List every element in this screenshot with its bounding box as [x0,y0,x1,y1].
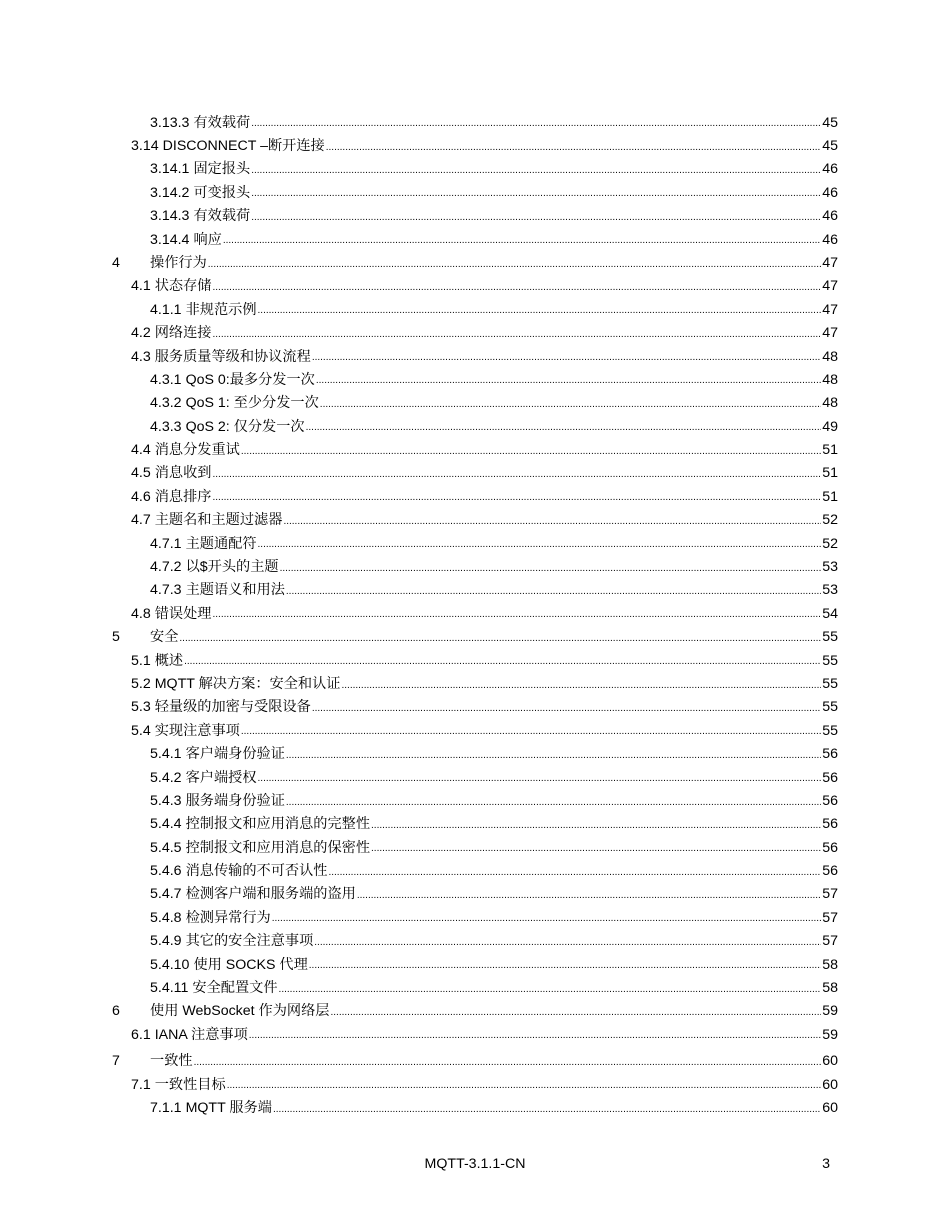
toc-dot-leader [179,632,821,645]
toc-dot-leader [306,421,822,434]
toc-dot-leader [309,959,821,972]
toc-dot-leader [357,889,821,902]
toc-entry-title: 非规范示例 [185,301,257,318]
toc-entry-page: 60 [822,1076,838,1093]
toc-entry[interactable] [0,509,950,532]
toc-entry-number: 4.7 [131,512,151,529]
toc-entry-page: 59 [822,1003,838,1020]
toc-entry-page: 46 [822,161,838,178]
toc-dot-leader [184,655,821,668]
toc-dot-leader [283,515,821,528]
toc-dot-leader [258,304,822,317]
toc-dot-leader [328,866,821,879]
toc-entry-number: 3.14 [131,137,159,154]
toc-entry-title: 错误处理 [154,605,212,622]
toc-dot-leader [241,725,821,738]
toc-dot-leader [213,491,822,504]
toc-dot-leader [251,164,821,177]
toc-entry-title: 状态存储 [154,278,212,295]
toc-entry-number: 4.4 [131,442,151,459]
toc-entry[interactable] [0,134,950,157]
table-of-contents [0,111,950,1120]
toc-entry-title: 固定报头 [193,161,251,178]
toc-entry-number: 7.1.1 [150,1100,182,1116]
toc-entry-number: 4.8 [131,605,151,622]
toc-entry[interactable] [0,111,950,134]
toc-entry[interactable] [0,626,950,649]
toc-dot-leader [251,117,821,130]
toc-dot-leader [326,141,821,154]
toc-entry-number: 5.4.6 [150,863,182,880]
toc-entry-title: 主题通配符 [185,535,257,552]
toc-entry-title: 主题名和主题过滤器 [154,512,283,529]
toc-dot-leader [371,819,821,832]
toc-entry-page: 49 [822,418,838,435]
toc-entry-number: 4.7.3 [150,582,182,599]
toc-entry-title: MQTT 解决方案：安全和认证 [154,675,341,692]
toc-entry-page: 53 [822,559,838,576]
toc-entry-title: 概述 [154,652,184,669]
toc-dot-leader [208,258,821,271]
toc-entry[interactable] [0,766,950,789]
footer-document-title: MQTT-3.1.1-CN [424,1156,526,1172]
toc-dot-leader [241,445,821,458]
toc-dot-leader [279,983,822,996]
toc-entry-page: 47 [822,301,838,318]
toc-entry[interactable] [0,1000,950,1023]
toc-entry[interactable] [0,415,950,438]
toc-entry[interactable] [0,462,950,485]
toc-entry-title: IANA 注意事项 [154,1026,248,1043]
toc-entry-number: 3.14.2 [150,184,190,201]
toc-dot-leader [223,234,821,247]
toc-entry-title: 检测异常行为 [185,909,271,926]
toc-entry-page: 46 [822,208,838,225]
toc-entry[interactable] [0,485,950,508]
toc-entry[interactable] [0,953,950,976]
toc-entry-page: 56 [822,839,838,856]
toc-entry[interactable] [0,251,950,274]
toc-entry-number: 5.4.5 [150,839,182,856]
toc-entry-number: 3.14.1 [150,161,190,178]
toc-entry[interactable] [0,322,950,345]
toc-dot-leader [286,749,821,762]
toc-entry-number: 6 [112,1003,120,1020]
toc-entry-number: 5.4.11 [150,980,189,997]
toc-entry[interactable] [0,392,950,415]
toc-entry-page: 56 [822,746,838,763]
toc-entry-page: 52 [822,535,838,552]
toc-entry-number: 5.4 [131,722,151,739]
toc-entry-page: 55 [822,652,838,669]
toc-entry-title: 客户端授权 [185,769,257,786]
toc-entry-page: 56 [822,792,838,809]
toc-entry-number: 4.2 [131,325,151,342]
toc-entry[interactable] [0,976,950,999]
toc-entry[interactable] [0,275,950,298]
toc-entry[interactable] [0,930,950,953]
toc-entry-page: 60 [822,1053,838,1070]
toc-entry-page: 48 [822,371,838,388]
toc-entry-number: 3.14.4 [150,231,190,248]
toc-entry[interactable] [0,205,950,228]
toc-entry-page: 55 [822,722,838,739]
toc-entry-title: 消息收到 [154,465,212,482]
toc-entry-page: 47 [822,325,838,342]
toc-entry-title: 控制报文和应用消息的完整性 [185,816,371,833]
toc-entry[interactable] [0,1096,950,1119]
toc-dot-leader [194,1056,822,1069]
toc-entry-title: 一致性 [150,1053,193,1070]
toc-dot-leader [280,562,822,575]
toc-entry-page: 47 [822,278,838,295]
toc-entry-title: 使用 WebSocket 作为网络层 [150,1003,330,1020]
toc-entry[interactable] [0,228,950,251]
toc-entry-title: 服务端身份验证 [185,792,285,809]
toc-entry-number: 5.4.7 [150,886,182,903]
toc-entry[interactable] [0,719,950,742]
toc-entry[interactable] [0,532,950,555]
toc-dot-leader [314,936,821,949]
toc-entry-page: 54 [822,605,838,622]
toc-entry-number: 7 [112,1053,120,1070]
toc-entry[interactable] [0,672,950,695]
toc-entry-number: 5.4.3 [150,792,182,809]
toc-entry-title: 网络连接 [154,325,212,342]
toc-entry-title: QoS 0:最多分发一次 [185,371,315,388]
toc-entry-number: 5.4.4 [150,816,182,833]
toc-entry-page: 58 [822,980,838,997]
toc-entry-title: 消息分发重试 [154,442,240,459]
toc-entry-number: 5.4.10 [150,956,190,973]
toc-entry-number: 4 [112,254,120,271]
toc-entry[interactable] [0,158,950,181]
toc-entry-title: 一致性目标 [154,1076,226,1093]
toc-entry[interactable] [0,345,950,368]
toc-entry-page: 51 [822,488,838,505]
toc-entry-page: 59 [822,1026,838,1043]
toc-entry[interactable] [0,813,950,836]
toc-entry-title: 安全 [150,629,179,646]
toc-entry[interactable] [0,181,950,204]
toc-entry-number: 4.5 [131,465,151,482]
toc-entry-number: 3.14.3 [150,208,190,225]
toc-entry[interactable] [0,1023,950,1046]
toc-dot-leader [371,842,821,855]
toc-entry-page: 51 [822,465,838,482]
toc-entry-page: 55 [822,675,838,692]
toc-entry-title: 使用 SOCKS 代理 [193,956,308,973]
toc-entry[interactable] [0,1073,950,1096]
toc-entry[interactable] [0,555,950,578]
toc-dot-leader [251,211,821,224]
toc-entry-page: 48 [822,395,838,412]
toc-entry-title: 有效载荷 [193,208,251,225]
toc-entry-title: 控制报文和应用消息的保密性 [185,839,371,856]
toc-entry[interactable] [0,438,950,461]
toc-entry-page: 45 [822,114,838,131]
toc-entry-page: 46 [822,231,838,248]
toc-entry[interactable] [0,1050,950,1073]
toc-dot-leader [227,1079,822,1092]
toc-dot-leader [213,608,822,621]
toc-entry[interactable] [0,860,950,883]
toc-entry-number: 5.4.2 [150,769,182,786]
toc-entry[interactable] [0,696,950,719]
toc-entry-page: 55 [822,629,838,646]
toc-dot-leader [272,912,822,925]
toc-entry[interactable] [0,298,950,321]
toc-entry[interactable] [0,368,950,391]
toc-entry-page: 57 [822,909,838,926]
toc-entry-page: 57 [822,886,838,903]
toc-entry-number: 4.1.1 [150,301,182,318]
toc-entry[interactable] [0,789,950,812]
toc-entry-page: 56 [822,816,838,833]
toc-entry-number: 4.3 [131,348,151,365]
toc-dot-leader [320,398,821,411]
toc-entry-page: 53 [822,582,838,599]
toc-entry-title: 安全配置文件 [192,980,278,997]
toc-entry-title: 实现注意事项 [154,722,240,739]
toc-dot-leader [273,1103,821,1116]
toc-entry[interactable] [0,602,950,625]
toc-entry[interactable] [0,906,950,929]
toc-entry-title: DISCONNECT –断开连接 [162,137,325,154]
toc-entry-title: 消息排序 [154,488,212,505]
toc-entry-title: 服务质量等级和协议流程 [154,348,311,365]
toc-entry-page: 51 [822,442,838,459]
toc-dot-leader [258,772,822,785]
toc-dot-leader [341,679,821,692]
toc-entry-number: 6.1 [131,1026,151,1043]
toc-entry-page: 55 [822,699,838,716]
footer-page-number: 3 [822,1156,830,1172]
toc-entry-title: MQTT 服务端 [185,1100,272,1116]
toc-entry-number: 4.3.3 [150,418,182,435]
toc-entry-number: 4.7.2 [150,559,182,576]
toc-dot-leader [312,702,821,715]
toc-entry-title: 可变报头 [193,184,251,201]
toc-entry[interactable] [0,649,950,672]
toc-entry-number: 5.3 [131,699,151,716]
toc-dot-leader [213,328,822,341]
toc-entry-title: 检测客户端和服务端的盗用 [185,886,356,903]
toc-entry-number: 5.1 [131,652,151,669]
toc-entry-number: 5.4.1 [150,746,182,763]
toc-entry-page: 56 [822,769,838,786]
toc-entry-title: 有效载荷 [193,114,251,131]
toc-entry-number: 5.2 [131,675,151,692]
toc-entry-title: 主题语义和用法 [185,582,285,599]
toc-dot-leader [286,796,821,809]
toc-entry-number: 4.1 [131,278,151,295]
toc-entry-page: 58 [822,956,838,973]
toc-entry-title: 其它的安全注意事项 [185,933,314,950]
toc-entry-title: 轻量级的加密与受限设备 [154,699,311,716]
toc-entry-title: 操作行为 [150,254,207,271]
toc-dot-leader [213,468,822,481]
toc-entry[interactable] [0,883,950,906]
toc-entry-number: 5.4.9 [150,933,182,950]
toc-entry-page: 46 [822,184,838,201]
toc-entry-page: 52 [822,512,838,529]
toc-entry[interactable] [0,579,950,602]
toc-entry-title: QoS 2: 仅分发一次 [185,418,305,435]
toc-dot-leader [213,281,822,294]
toc-entry[interactable] [0,743,950,766]
toc-entry-page: 57 [822,933,838,950]
toc-entry-title: 消息传输的不可否认性 [185,863,328,880]
toc-dot-leader [331,1006,822,1019]
toc-entry-number: 3.13.3 [150,114,190,131]
toc-entry-title: 客户端身份验证 [185,746,285,763]
toc-dot-leader [249,1029,821,1042]
toc-entry-page: 60 [822,1100,838,1116]
toc-entry-number: 5 [112,629,120,646]
toc-entry-number: 4.3.1 [150,371,182,388]
page-footer [0,1156,950,1174]
toc-entry-number: 4.6 [131,488,151,505]
toc-entry-page: 56 [822,863,838,880]
toc-entry-number: 7.1 [131,1076,151,1093]
toc-entry-title: 响应 [193,231,222,248]
toc-entry-number: 4.3.2 [150,395,182,412]
toc-entry-page: 47 [822,254,838,271]
toc-entry-number: 5.4.8 [150,909,182,926]
toc-entry[interactable] [0,836,950,859]
toc-dot-leader [312,351,821,364]
toc-dot-leader [251,187,821,200]
toc-entry-page: 48 [822,348,838,365]
toc-dot-leader [316,374,821,387]
toc-dot-leader [286,585,821,598]
toc-entry-page: 45 [822,137,838,154]
toc-dot-leader [258,538,822,551]
toc-entry-title: 以$开头的主题 [185,559,279,576]
toc-entry-number: 4.7.1 [150,535,182,552]
toc-entry-title: QoS 1: 至少分发一次 [185,395,319,412]
